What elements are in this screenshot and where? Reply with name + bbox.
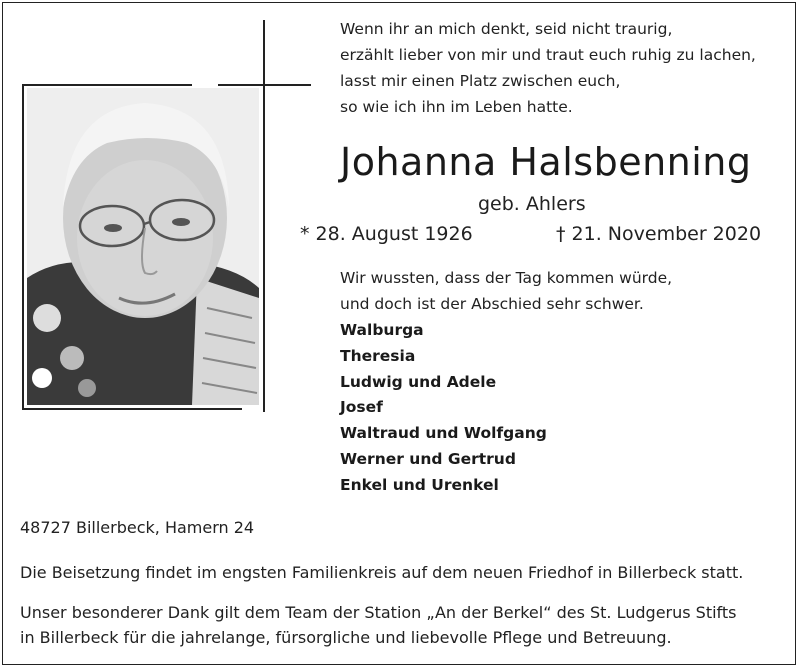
photo-frame-bottom: [22, 408, 242, 410]
death-date: † 21. November 2020: [556, 223, 762, 245]
poem-line: so wie ich ihn im Leben hatte.: [340, 98, 573, 116]
poem-line: Wenn ihr an mich denkt, seid nicht traurig,: [340, 20, 673, 38]
maiden-name: geb. Ahlers: [478, 193, 586, 215]
poem-line: lasst mir einen Platz zwischen euch,: [340, 72, 621, 90]
poem: [340, 16, 756, 120]
intro-line: Wir wussten, dass der Tag kommen würde,: [340, 269, 673, 287]
mourners-list: [340, 318, 547, 499]
birth-date: * 28. August 1926: [300, 223, 473, 245]
mourner-name: Walburga: [340, 321, 424, 339]
cross-vertical-bar: [263, 20, 265, 412]
mourner-name: Theresia: [340, 346, 416, 365]
mourner-name: Waltraud und Wolfgang: [340, 424, 547, 443]
address: 48727 Billerbeck, Hamern 24: [20, 518, 255, 537]
mourner-name: Josef: [340, 398, 383, 417]
mourner-name: Werner und Gertrud: [340, 449, 516, 468]
mourner-name: Ludwig und Adele: [340, 372, 497, 391]
intro-line: und doch ist der Abschied sehr schwer.: [340, 294, 644, 313]
portrait-photo: [27, 88, 259, 405]
intro-text: [340, 266, 672, 317]
deceased-name: Johanna Halsbenning: [340, 140, 752, 184]
poem-line: erzählt lieber von mir und traut euch ruhig zu lachen,: [340, 46, 756, 64]
photo-frame-left: [22, 84, 24, 410]
funeral-notice: Die Beisetzung findet im engsten Familienkreis auf dem neuen Friedhof in Billerbeck statt.: [20, 563, 744, 582]
cross-horizontal-bar: [218, 84, 311, 86]
thanks-text: [20, 600, 737, 650]
mourner-name: Enkel und Urenkel: [340, 475, 499, 494]
photo-frame-top: [22, 84, 192, 86]
thanks-line: in Billerbeck für die jahrelange, fürsorgliche und liebevolle Pflege und Betreuung.: [20, 628, 672, 647]
thanks-line: Unser besonderer Dank gilt dem Team der Station „An der Berkel“ des St. Ludgerus Stifts: [20, 603, 737, 622]
